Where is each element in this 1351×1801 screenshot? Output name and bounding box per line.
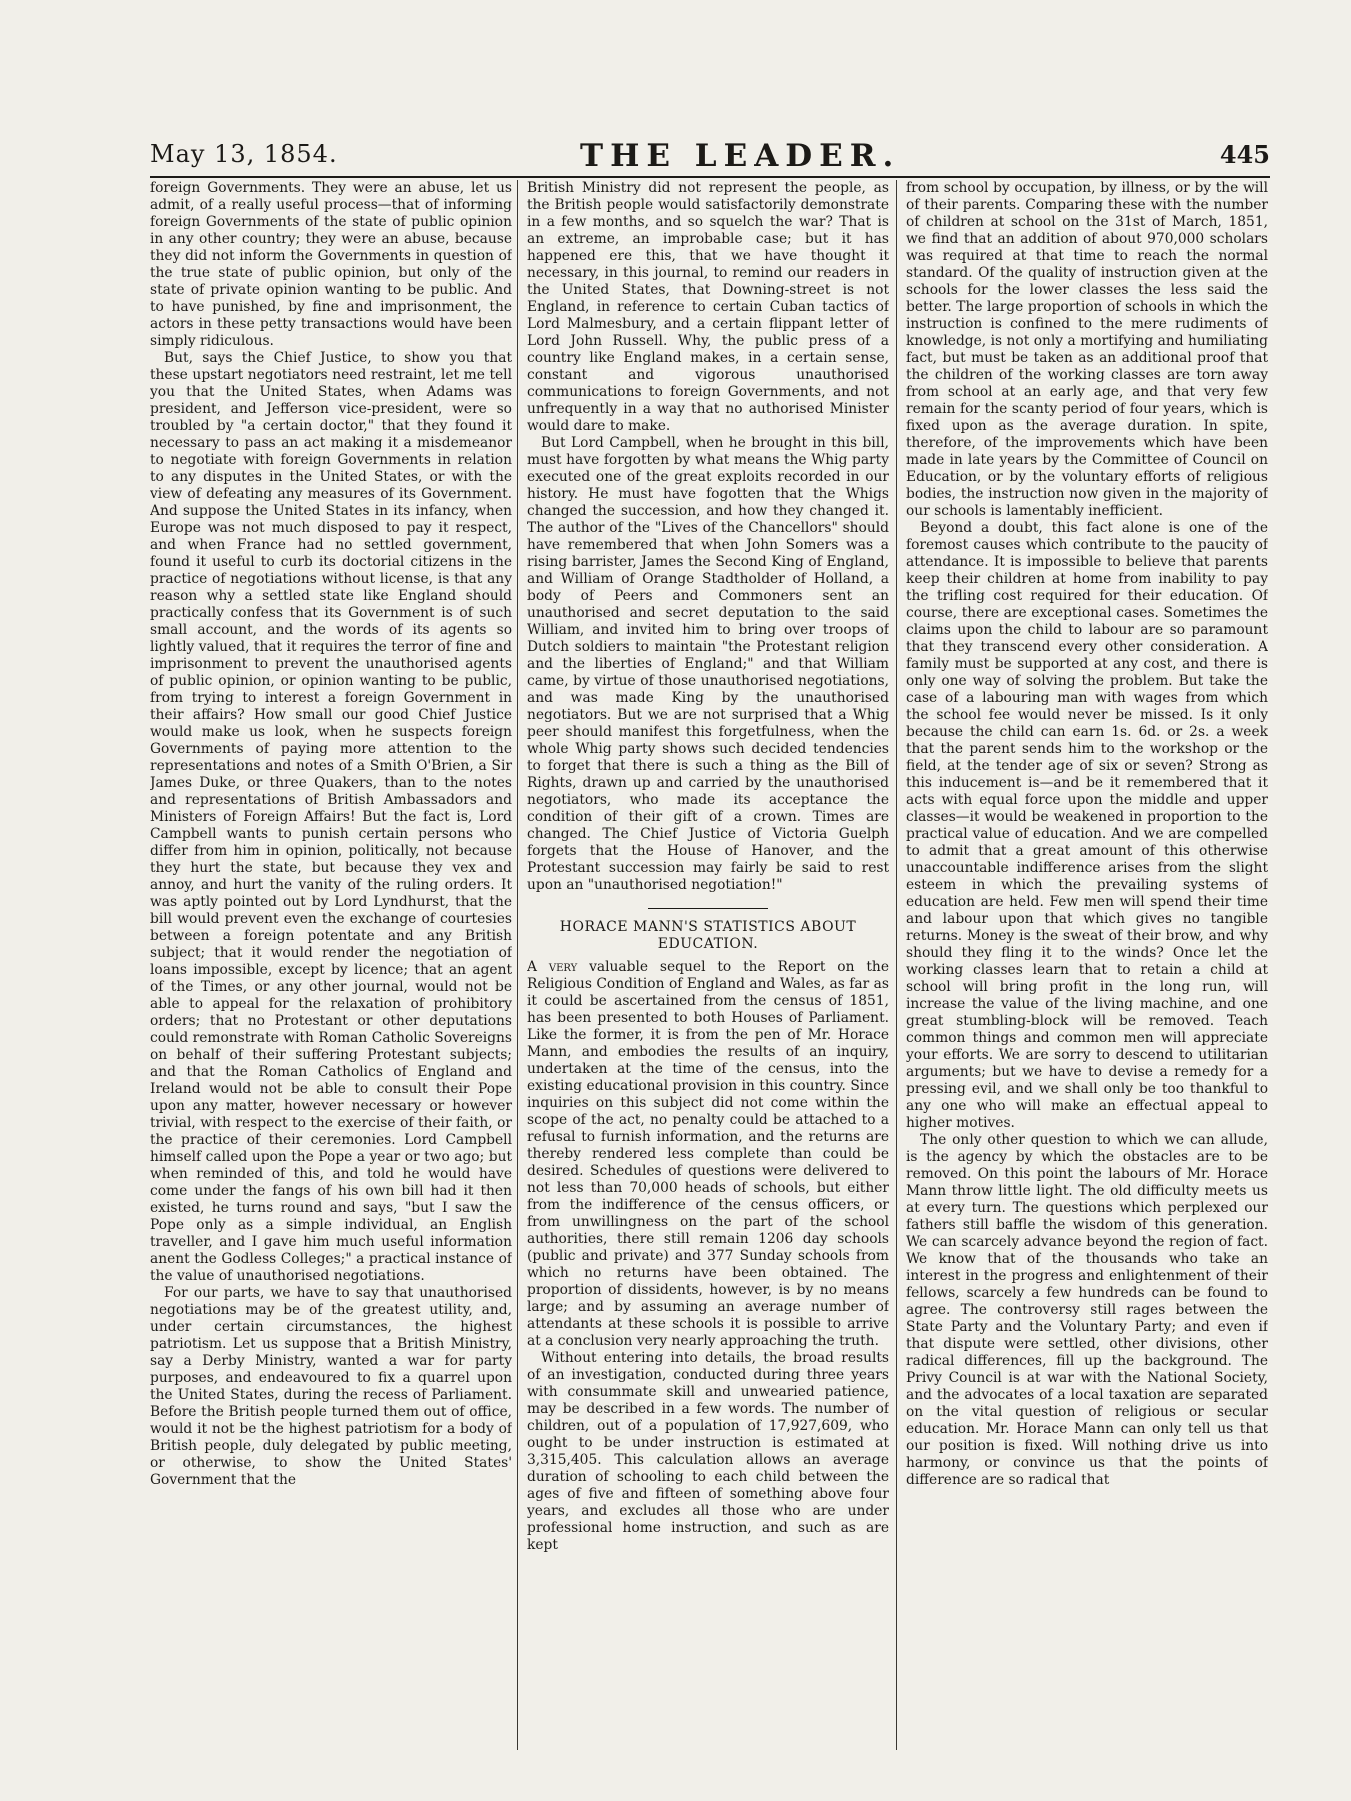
masthead-title: THE LEADER. — [580, 138, 901, 174]
lead-words: A very — [527, 959, 578, 975]
section-heading: HORACE MANN'S STATISTICS ABOUT EDUCATION. — [559, 919, 857, 952]
column-divider — [896, 180, 897, 1750]
section-separator — [648, 908, 768, 909]
column-3 — [906, 180, 1268, 1750]
column-divider — [517, 180, 518, 1750]
paragraph-body: valuable sequel to the Report on the Religious Condition of England and Wales, as far as it could be ascertained from the census of 1851, has been presented to both Houses of Parliament. Like the former, it is from the pen of Mr. Horace Mann, and embodies the results of an inquiry, undertaken at the time of the census, into the existing educational provision in this country. Since inquiries on this subject did not come within the scope of the act, no penalty could be attached to a refusal to furnish information, and the returns are thereby rendered less complete than could be desired. Schedules of questions were delivered to not less than 70,000 heads of schools, but either from the indifference of the census officers, or from unwillingness on the part of the school authorities, there still remain 1206 day schools (public and private) and 377 Sunday schools from which no returns have been obtained. The proportion of dissidents, however, is by no means large; and by assuming an average number of attendants at these schools it is possible to arrive at a conclusion very nearly approaching the truth. — [527, 959, 889, 1349]
column-1 — [150, 180, 512, 1750]
paragraph: Without entering into details, the broad results of an investigation, conducted during three years with consummate skill and unwearied patience, may be described in a few words. The number of children, out of a population of 17,927,609, who ought to be under instruction is estimated at 3,315,405. This calculation allows an average duration of schooling to each child between the ages of five and fifteen of something above four years, and excludes all those who are under professional home instruction, and such as are kept — [527, 1350, 889, 1553]
page-header — [150, 140, 1270, 174]
paragraph: For our parts, we have to say that unauthorised negotiations may be of the greatest utility, and, under certain circumstances, the highest patriotism. Let us suppose that a British Ministry, say a Derby Ministry, wanted a war for party purposes, and endeavoured to fix a quarrel upon the United States, during the recess of Parliament. Before the British people turned them out of office, would it not be the highest patriotism for a body of British people, duly delegated by public meeting, or otherwise, to show the United States' Government that the — [150, 1285, 512, 1488]
paragraph: But, says the Chief Justice, to show you that these upstart negotiators need restraint, let me tell you that the United States, when Adams was president, and Jefferson vice-president, were so troubled by "a certain doctor," that they found it necessary to pass an act making it a misdemeanor to negotiate with foreign Governments in relation to any disputes in the United States, or with the view of defeating any measures of its Government. And suppose the United States in its infancy, when Europe was not much disposed to pay it respect, and when France had no settled government, found it useful to curb its doctorial citizens in the practice of negotiations without license, is that any reason why a settled state like England should practically confess that its Government is of such small account, and the words of its agents so lightly valued, that it requires the terror of fine and imprisonment to prevent the unauthorised agents of public opinion, or opinion wanting to be public, from trying to interest a foreign Government in their affairs? How small our good Chief Justice would make us look, when he suspects foreign Governments of paying more attention to the representations and notes of a Smith O'Brien, a Sir James Duke, or three Quakers, than to the notes and representations of British Ambassadors and Ministers of Foreign Affairs! But the fact is, Lord Campbell wants to punish certain persons who differ from him in opinion, politically, not because they hurt the state, but because they vex and annoy, and hurt the vanity of the ruling orders. It was aptly pointed out by Lord Lyndhurst, that the bill would prevent even the exchange of courtesies between a foreign potentate and any British subject; that it would render the negotiation of loans impossible, except by licence; that an agent of the Times, or any other journal, would not be able to appeal for the relaxation of prohibitory orders; that no Protestant or other deputations could remonstrate with Roman Catholic Sovereigns on behalf of their suffering Protestant subjects; and that the Roman Catholics of England and Ireland would not be able to consult their Pope upon any matter, however necessary or however trivial, with respect to the exercise of their faith, or the practice of their ceremonies. Lord Campbell himself called upon the Pope a year or two ago; but when reminded of this, and told he would have come under the fangs of his own bill had it then existed, he turns round and says, "but I saw the Pope only as a simple individual, an English traveller, and I gave him much useful information anent the Godless Colleges;" a practical instance of the value of unauthorised negotiations. — [150, 350, 512, 1284]
header-rule — [150, 176, 1270, 178]
paragraph: The only other question to which we can allude, is the agency by which the obstacles are to be removed. On this point the labours of Mr. Horace Mann throw little light. The old difficulty meets us at every turn. The questions which perplexed our fathers still baffle the wisdom of this generation. We can scarcely advance beyond the region of fact. We know that of the thousands who take an interest in the progress and enlightenment of their fellows, scarcely a few hundreds can be found to agree. The controversy still rages between the State Party and the Voluntary Party; and even if that dispute were settled, other divisions, other radical differences, fill up the background. The Privy Council is at war with the National Society, and the advocates of a local taxation are separated on the vital question of religious or secular education. Mr. Horace Mann can only tell us that our position is fixed. Will nothing drive us into harmony, or convince us that the points of difference are so radical that — [906, 1132, 1268, 1488]
issue-date: May 13, 1854. — [150, 140, 338, 168]
paragraph: from school by occupation, by illness, or by the will of their parents. Comparing these with the number of children at school on the 31st of March, 1851, we find that an addition of about 970,000 scholars was required at that time to reach the normal standard. Of the quality of instruction given at the schools for the lower classes the less said the better. The large proportion of schools in which the instruction is confined to the mere rudiments of knowledge, is not only a mortifying and humiliating fact, but must be taken as an additional proof that the children of the working classes are torn away from school at an early age, and that very few remain for the scanty period of four years, which is fixed upon as the average duration. In spite, therefore, of the improvements which have been made in late years by the Committee of Council on Education, or by the voluntary efforts of religious bodies, the instruction now given in the majority of our schools is lamentably inefficient. — [906, 180, 1268, 519]
paragraph — [527, 959, 889, 1350]
page-number: 445 — [1219, 140, 1270, 169]
paragraph: But Lord Campbell, when he brought in this bill, must have forgotten by what means the Whig party executed one of the great exploits recorded in our history. He must have fogotten that the Whigs changed the succession, and how they changed it. The author of the "Lives of the Chancellors" should have remembered that when John Somers was a rising barrister, James the Second King of England, and William of Orange Stadtholder of Holland, a body of Peers and Commoners sent an unauthorised and secret deputation to the said William, and invited him to bring over troops of Dutch soldiers to maintain "the Protestant religion and the liberties of England;" and that William came, by virtue of those unauthorised negotiations, and was made King by the unauthorised negotiators. But we are not surprised that a Whig peer should manifest this forgetfulness, when the whole Whig party shows such decided tendencies to forget that there is such a thing as the Bill of Rights, drawn up and carried by the unauthorised negotiators, who made its acceptance the condition of their gift of a crown. Times are changed. The Chief Justice of Victoria Guelph forgets that the House of Hanover, and the Protestant succession may fairly be said to rest upon an "unauthorised negotiation!" — [527, 435, 889, 893]
paragraph: British Ministry did not represent the people, as the British people would satisfactorily demonstrate in a few months, and so squelch the war? That is an extreme, an improbable case; but it has happened ere this, that we have thought it necessary, in this journal, to remind our readers in the United States, that Downing-street is not England, in reference to certain Cuban tactics of Lord Malmesbury, and a certain flippant letter of Lord John Russell. Why, the public press of a country like England makes, in a certain sense, constant and vigorous unauthorised communications to foreign Governments, and not unfrequently in a way that no authorised Minister would dare to make. — [527, 180, 889, 434]
paragraph: foreign Governments. They were an abuse, let us admit, of a really useful process—that of informing foreign Governments of the state of public opinion in any other country; they were an abuse, because they did not inform the Governments in question of the true state of public opinion, but only of the state of private opinion wanting to be public. And to have punished, by fine and imprisonment, the actors in these petty transactions would have been simply ridiculous. — [150, 180, 512, 349]
paragraph: Beyond a doubt, this fact alone is one of the foremost causes which contribute to the paucity of attendance. It is impossible to believe that parents keep their children at home from inability to pay the trifling cost required for their education. Of course, there are exceptional cases. Sometimes the claims upon the child to labour are so paramount that they transcend every other consideration. A family must be supported at any cost, and there is only one way of solving the problem. But take the case of a labouring man with wages from which the school fee would never be missed. Is it only because the child can earn 1s. 6d. or 2s. a week that the parent sends him to the workshop or the field, at the tender age of six or seven? Strong as this inducement is—and be it remembered that it acts with equal force upon the middle and upper classes—it would be weakened in proportion to the practical value of education. And we are compelled to admit that a great amount of this otherwise unaccountable indifference arises from the slight esteem in which the prevailing systems of education are held. Few men will spend their time and labour upon that which gives no tangible returns. Money is the sweat of their brow, and why should they fling it to the winds? Once let the working classes learn that to retain a child at school will bring profit in the long run, will increase the value of the living machine, and one great stumbling-block will be removed. Teach common things and common men will appreciate your efforts. We are sorry to descend to utilitarian arguments; but we have to devise a remedy for a pressing evil, and we shall only be too thankful to any one who will make an effectual appeal to higher motives. — [906, 520, 1268, 1131]
column-2 — [527, 180, 889, 1750]
